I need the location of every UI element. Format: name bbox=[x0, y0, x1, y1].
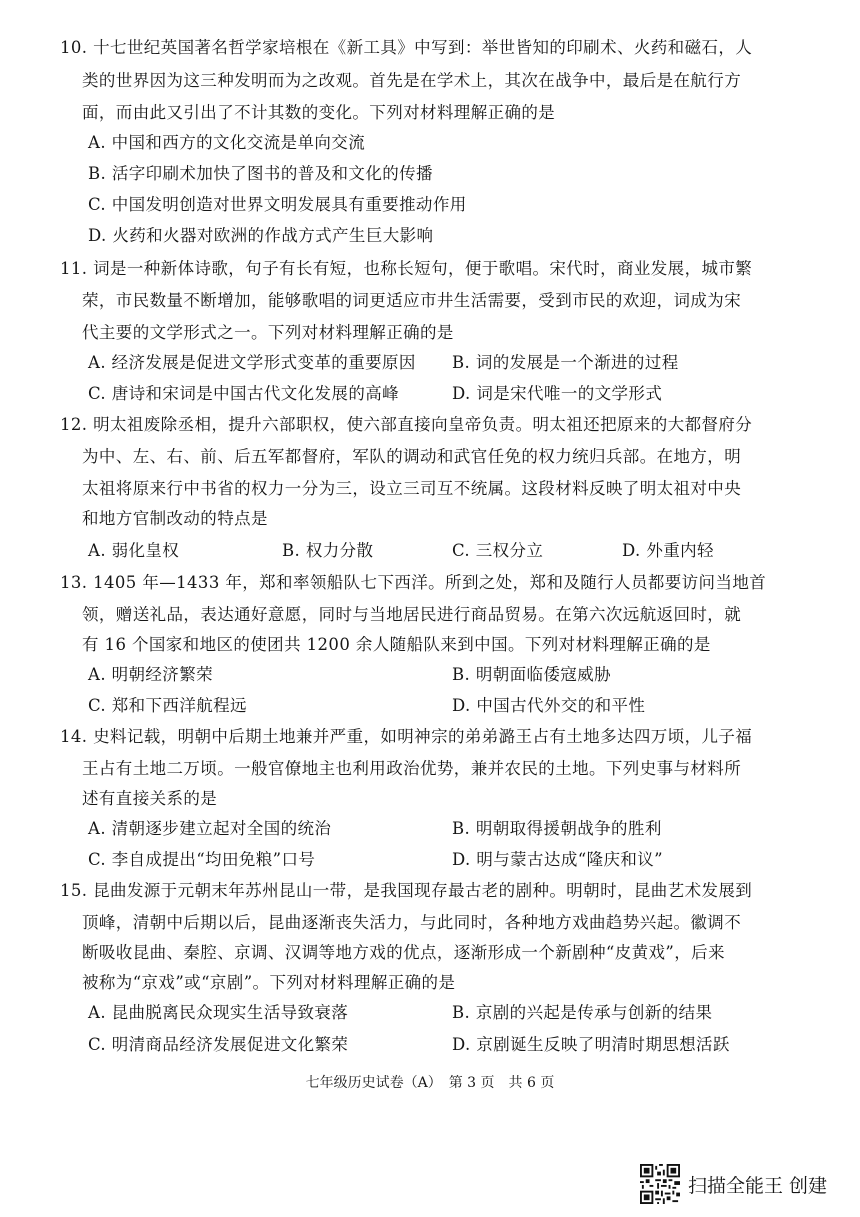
question-14-line-1: 14. 史料记载，明朝中后期土地兼并严重，如明神宗的弟弟潞王占有土地多达四万顷，儿子福 bbox=[60, 727, 753, 746]
question-11-option-c: C. 唐诗和宋词是中国古代文化发展的高峰 bbox=[88, 384, 400, 403]
question-12-line-2: 为中、左、右、前、后五军都督府，军队的调动和武官任免的权力统归兵部。在地方，明 bbox=[82, 447, 742, 466]
question-12-option-d: D. 外重内轻 bbox=[622, 541, 714, 560]
question-12-option-c: C. 三权分立 bbox=[452, 541, 544, 560]
question-13-line-3: 有 16 个国家和地区的使团共 1200 余人随船队来到中国。下列对材料理解正确的是 bbox=[82, 635, 711, 654]
question-13-line-1: 13. 1405 年—1433 年，郑和率领船队七下西洋。所到之处，郑和及随行人员都要访问当地首 bbox=[60, 573, 767, 592]
question-15-option-c: C. 明清商品经济发展促进文化繁荣 bbox=[88, 1035, 349, 1054]
question-10-line-1: 10. 十七世纪英国著名哲学家培根在《新工具》中写到：举世皆知的印刷术、火药和磁石，人 bbox=[60, 38, 753, 57]
question-15-line-4: 被称为“京戏”或“京剧”。下列对材料理解正确的是 bbox=[82, 973, 456, 992]
question-10-option-c: C. 中国发明创造对世界文明发展具有重要推动作用 bbox=[88, 195, 467, 214]
scanner-badge bbox=[640, 1162, 827, 1206]
question-13-option-d: D. 中国古代外交的和平性 bbox=[452, 696, 646, 715]
question-10-line-2: 类的世界因为这三种发明而为之改观。首先是在学术上，其次在战争中，最后是在航行方 bbox=[82, 71, 742, 90]
question-14-option-d: D. 明与蒙古达成“隆庆和议” bbox=[452, 850, 664, 869]
question-15-line-2: 顶峰，清朝中后期以后，昆曲逐渐丧失活力，与此同时，各种地方戏曲趋势兴起。徽调不 bbox=[82, 913, 742, 932]
question-13-line-2: 领，赠送礼品，表达通好意愿，同时与当地居民进行商品贸易。在第六次远航返回时，就 bbox=[82, 605, 742, 624]
question-12-option-b: B. 权力分散 bbox=[282, 541, 374, 560]
question-13-option-a: A. 明朝经济繁荣 bbox=[88, 665, 214, 684]
question-14-line-2: 王占有土地二万顷。一般官僚地主也利用政治优势，兼并农民的土地。下列史事与材料所 bbox=[82, 759, 742, 778]
question-14-option-b: B. 明朝取得援朝战争的胜利 bbox=[452, 819, 662, 838]
question-15-option-a: A. 昆曲脱离民众现实生活导致衰落 bbox=[88, 1003, 349, 1022]
question-15-line-1: 15. 昆曲发源于元朝末年苏州昆山一带，是我国现存最古老的剧种。明朝时，昆曲艺术发展到 bbox=[60, 881, 753, 900]
question-10-option-d: D. 火药和火器对欧洲的作战方式产生巨大影响 bbox=[88, 226, 434, 245]
question-10-option-b: B. 活字印刷术加快了图书的普及和文化的传播 bbox=[88, 164, 433, 183]
question-10-line-3: 面，而由此又引出了不计其数的变化。下列对材料理解正确的是 bbox=[82, 103, 556, 122]
question-11-option-d: D. 词是宋代唯一的文学形式 bbox=[452, 384, 663, 403]
question-11-line-2: 荣，市民数量不断增加，能够歌唱的词更适应市井生活需要，受到市民的欢迎，词成为宋 bbox=[82, 291, 742, 310]
question-14-option-c: C. 李自成提出“均田免粮”口号 bbox=[88, 850, 316, 869]
question-11-line-3: 代主要的文学形式之一。下列对材料理解正确的是 bbox=[82, 323, 454, 342]
qr-code-icon bbox=[640, 1164, 680, 1204]
question-14-option-a: A. 清朝逐步建立起对全国的统治 bbox=[88, 819, 332, 838]
question-15-option-d: D. 京剧诞生反映了明清时期思想活跃 bbox=[452, 1035, 730, 1054]
question-12-line-1: 12. 明太祖废除丞相，提升六部职权，使六部直接向皇帝负责。明太祖还把原来的大都督府分 bbox=[60, 415, 753, 434]
question-14-line-3: 述有直接关系的是 bbox=[82, 789, 218, 808]
scanner-badge-label: 扫描全能王 创建 bbox=[688, 1174, 828, 1197]
question-12-line-4: 和地方官制改动的特点是 bbox=[82, 509, 268, 528]
question-11-option-a: A. 经济发展是促进文学形式变革的重要原因 bbox=[88, 353, 416, 372]
question-12-line-3: 太祖将原来行中书省的权力一分为三，设立三司互不统属。这段材料反映了明太祖对中央 bbox=[82, 479, 742, 498]
question-11-option-b: B. 词的发展是一个渐进的过程 bbox=[452, 353, 679, 372]
question-13-option-b: B. 明朝面临倭寇威胁 bbox=[452, 665, 612, 684]
question-10-option-a: A. 中国和西方的文化交流是单向交流 bbox=[88, 133, 366, 152]
question-12-option-a: A. 弱化皇权 bbox=[88, 541, 180, 560]
page-footer: 七年级历史试卷（A） 第 3 页 共 6 页 bbox=[305, 1075, 555, 1091]
question-13-option-c: C. 郑和下西洋航程远 bbox=[88, 696, 247, 715]
question-11-line-1: 11. 词是一种新体诗歌，句子有长有短，也称长短句，便于歌唱。宋代时，商业发展，城市繁 bbox=[60, 259, 753, 278]
question-15-option-b: B. 京剧的兴起是传承与创新的结果 bbox=[452, 1003, 713, 1022]
question-15-line-3: 断吸收昆曲、秦腔、京调、汉调等地方戏的优点，逐渐形成一个新剧种“皮黄戏”，后来 bbox=[82, 943, 725, 962]
